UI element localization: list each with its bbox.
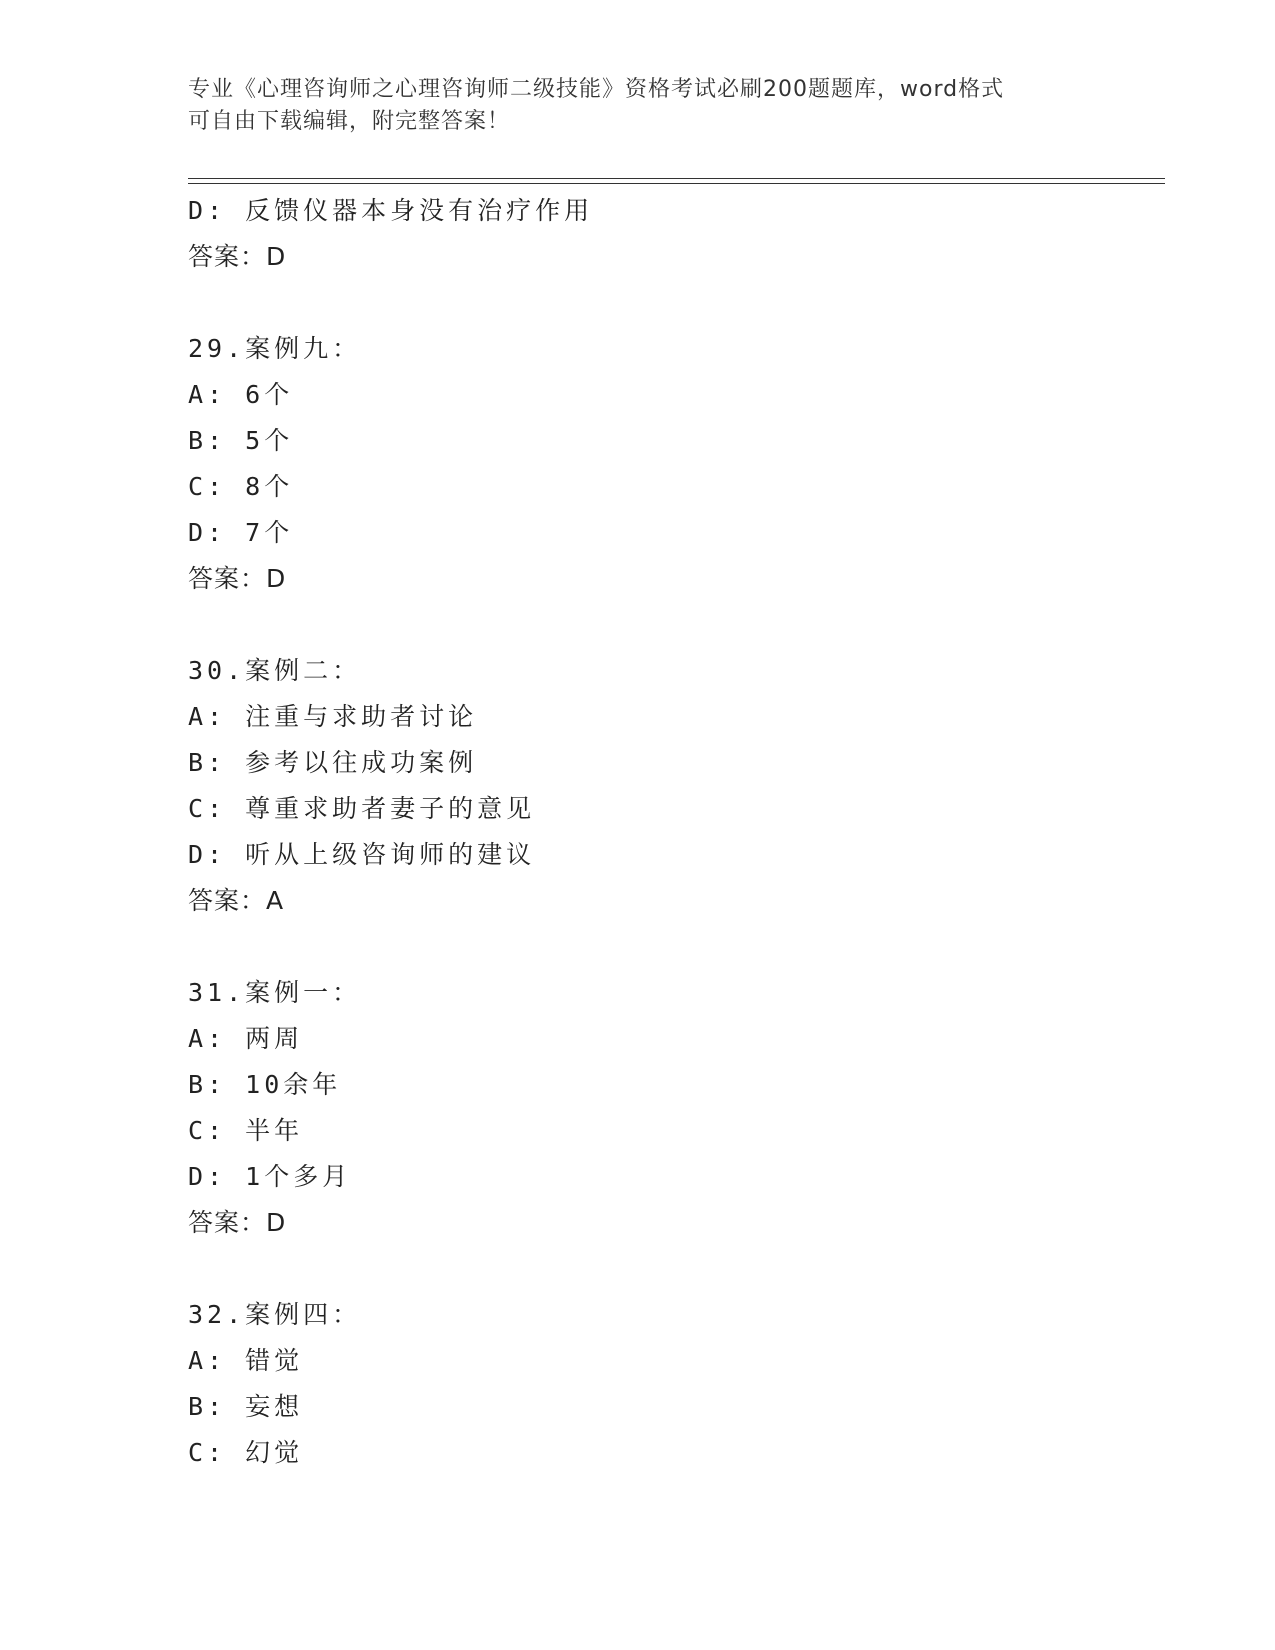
- question-prev: [188, 188, 1168, 280]
- spacer: [188, 924, 1168, 970]
- answer-line: 答案：D: [188, 1208, 287, 1237]
- question-list: [188, 188, 1168, 1476]
- option-b: B: 参考以往成功案例: [188, 748, 478, 777]
- question-title: 29.案例九：: [188, 334, 362, 363]
- header-rule-bottom: [188, 183, 1165, 184]
- answer-line: 答案：D: [188, 564, 287, 593]
- header-line-1: 专业《心理咨询师之心理咨询师二级技能》资格考试必刷200题题库，word格式: [188, 77, 1005, 102]
- option-c: C: 幻觉: [188, 1438, 304, 1467]
- question-title: 31.案例一：: [188, 978, 362, 1007]
- option-d: D: 7个: [188, 518, 294, 547]
- question-31: [188, 970, 1168, 1246]
- option-a: A: 两周: [188, 1024, 304, 1053]
- spacer: [188, 1246, 1168, 1292]
- option-a: A: 注重与求助者讨论: [188, 702, 478, 731]
- header-line-2: 可自由下载编辑，附完整答案！: [188, 109, 511, 134]
- option-a: A: 6个: [188, 380, 294, 409]
- spacer: [188, 280, 1168, 326]
- option-a: A: 错觉: [188, 1346, 304, 1375]
- header-rule-top: [188, 178, 1165, 179]
- option-b: B: 妄想: [188, 1392, 304, 1421]
- answer-line: 答案：A: [188, 886, 285, 915]
- question-title: 32.案例四：: [188, 1300, 362, 1329]
- option-d: D: 听从上级咨询师的建议: [188, 840, 536, 869]
- question-title: 30.案例二：: [188, 656, 362, 685]
- option-d: D: 反馈仪器本身没有治疗作用: [188, 196, 594, 225]
- spacer: [188, 602, 1168, 648]
- option-b: B: 10余年: [188, 1070, 342, 1099]
- question-29: [188, 326, 1168, 602]
- answer-line: 答案：D: [188, 242, 287, 271]
- option-b: B: 5个: [188, 426, 294, 455]
- option-c: C: 8个: [188, 472, 294, 501]
- document-header: [188, 74, 1088, 138]
- option-c: C: 尊重求助者妻子的意见: [188, 794, 536, 823]
- question-30: [188, 648, 1168, 924]
- option-c: C: 半年: [188, 1116, 304, 1145]
- option-d: D: 1个多月: [188, 1162, 352, 1191]
- question-32: [188, 1292, 1168, 1476]
